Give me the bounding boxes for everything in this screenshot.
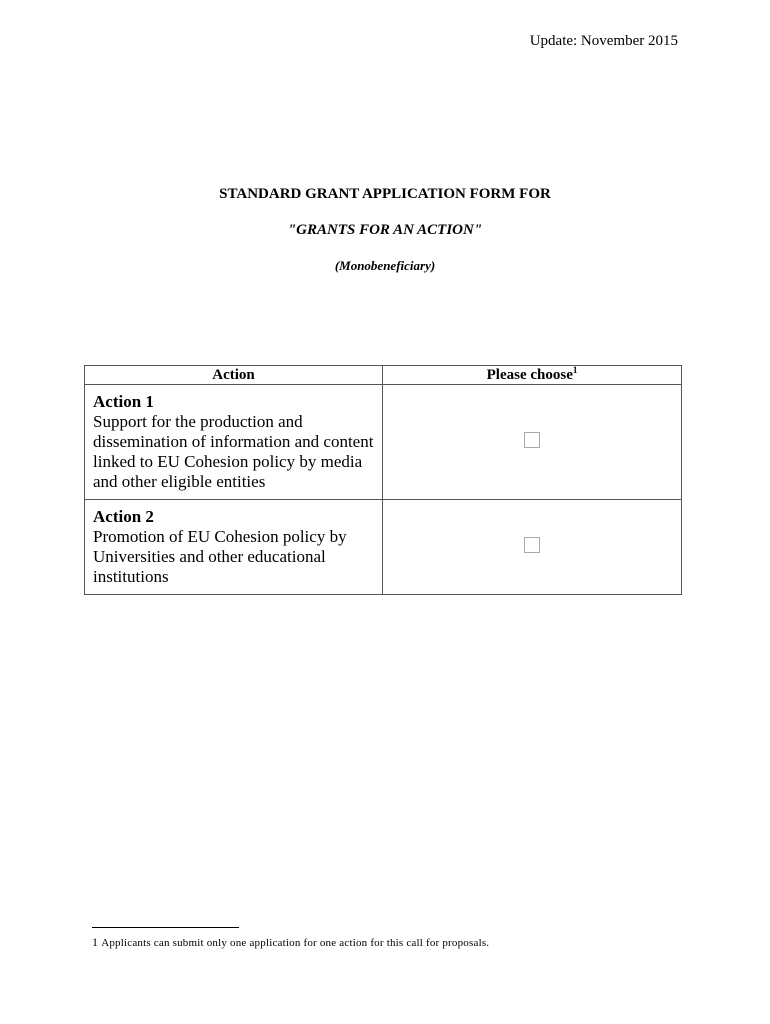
footnote-text: Applicants can submit only one application for one action for this call for proposals.: [101, 937, 490, 949]
action-1-choice-cell: [383, 385, 682, 500]
action-1-checkbox[interactable]: [524, 432, 540, 448]
action-1-cell: [85, 385, 383, 500]
action-selection-table: [84, 365, 682, 595]
form-title: STANDARD GRANT APPLICATION FORM FOR: [219, 186, 551, 202]
action-2-description: Promotion of EU Cohesion policy by Universities and other educational institutions: [93, 527, 347, 586]
table-row: [85, 385, 682, 500]
update-date: Update: November 2015: [529, 33, 678, 49]
form-beneficiary-type: (Monobeneficiary): [334, 258, 436, 273]
action-2-checkbox[interactable]: [524, 537, 540, 553]
column-header-please-choose: Please choose$^1$: [383, 366, 682, 385]
form-subtitle: "GRANTS FOR AN ACTION": [287, 222, 483, 238]
table-row: [85, 500, 682, 595]
footnote-separator: [92, 927, 239, 928]
action-2-name: Action 2: [93, 507, 154, 526]
action-2-choice-cell: [383, 500, 682, 595]
footnote: [92, 935, 489, 950]
column-header-action: Action: [85, 366, 383, 385]
table-header-row: [85, 366, 682, 385]
action-1-name: Action 1: [93, 392, 154, 411]
action-1-description: Support for the production and dissemination of information and content linked to EU Cohesion policy by media and other eligible entities: [93, 412, 374, 491]
footnote-reference: 1: [572, 365, 578, 375]
action-2-cell: [85, 500, 383, 595]
footnote-number: 1: [92, 935, 99, 949]
